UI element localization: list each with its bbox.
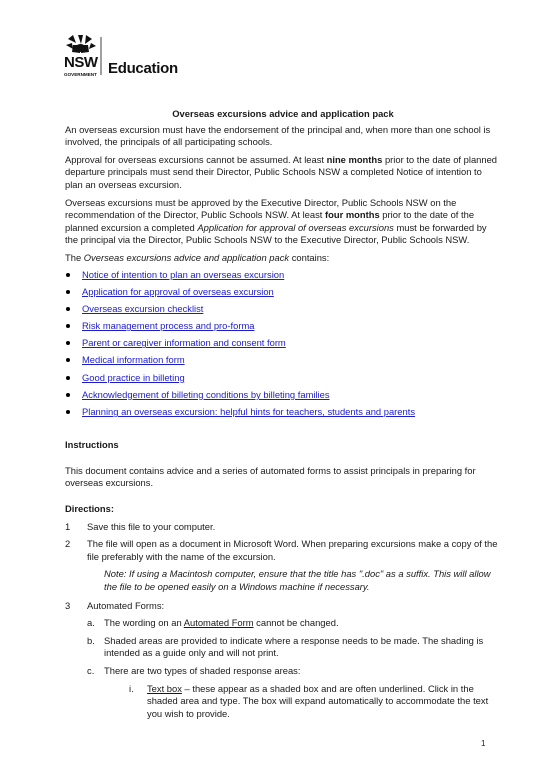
list-item xyxy=(65,389,501,406)
link-notice-of-intention[interactable]: Notice of intention to plan an overseas excursion xyxy=(82,268,285,280)
list-item xyxy=(65,337,501,354)
text-box-term: Text box xyxy=(147,682,182,694)
substep-b: b. Shaded areas are provided to indicate where a response needs to be made. The shading is intended as a guide only and will not print. xyxy=(87,634,484,659)
page-number: 1 xyxy=(481,739,486,748)
list-item xyxy=(65,286,501,303)
logo-org: NSW xyxy=(64,54,98,71)
list-item xyxy=(65,372,501,389)
step-2: 2 The file will open as a document in Microsoft Word. When preparing excursions make a copy of the file preferably with the name of the excursion. xyxy=(65,538,498,562)
list-item xyxy=(65,303,501,320)
step-3: 3 Automated Forms: xyxy=(65,599,165,611)
step-1: 1 Save this file to your computer. xyxy=(65,520,216,532)
pack-contents-intro: The Overseas excursions advice and application pack contains: xyxy=(65,251,330,263)
nsw-education-logo xyxy=(64,35,194,81)
document-body xyxy=(65,108,501,720)
link-application-for-approval[interactable]: Application for approval of overseas excursion xyxy=(82,285,274,297)
intro-paragraph: An overseas excursion must have the endorsement of the principal and, when more than one school is involved, the principals of all participating schools. xyxy=(65,123,491,148)
macintosh-note: Note: If using a Macintosh computer, ensure that the title has ".doc" as a suffix. This will allow the file to be opened easily on a Windows machine if necessary. xyxy=(104,568,491,592)
nine-months-bold: nine months xyxy=(326,153,383,165)
logo-sub: GOVERNMENT xyxy=(64,72,97,77)
approval-paragraph: Approval for overseas excursions cannot be assumed. At least nine months prior to the date of planned departure principals must send their Director, Public Schools NSW a completed Notice of intention to plan an overseas excursion. xyxy=(65,153,498,190)
link-planning-helpful-hints[interactable]: Planning an overseas excursion: helpful hints for teachers, students and parents xyxy=(82,406,416,418)
logo-dept: Education xyxy=(108,60,178,77)
link-billeting-acknowledgement[interactable]: Acknowledgement of billeting conditions by billeting families xyxy=(82,388,330,400)
list-item xyxy=(65,320,501,337)
instructions-paragraph: This document contains advice and a series of automated forms to assist principals in preparing for overseas excursions. xyxy=(65,464,476,489)
instructions-heading: Instructions xyxy=(65,439,119,451)
approval-detail-paragraph: Overseas excursions must be approved by the Executive Director, Public Schools NSW on the recommendation of the Director, Public Schools NSW. At least four months prior to the date of the planned excursion a completed Application for approval of overseas excursions must be forwarded by the principal via the Director, Public Schools NSW to the Executive Director, Public Schools NSW. xyxy=(65,196,487,246)
list-item xyxy=(65,354,501,371)
link-parent-consent-form[interactable]: Parent or caregiver information and consent form xyxy=(82,337,286,349)
link-excursion-checklist[interactable]: Overseas excursion checklist xyxy=(82,302,204,314)
contents-link-list xyxy=(65,269,501,424)
substep-c-i: i. Text box – these appear as a shaded box and are often underlined. Click in the shaded area and type. The box will expand automatically to accommodate the text you wish to provide. xyxy=(129,682,489,719)
link-medical-information-form[interactable]: Medical information form xyxy=(82,354,185,366)
list-item xyxy=(65,406,501,423)
list-item xyxy=(65,269,501,286)
document-title: Overseas excursions advice and application pack xyxy=(172,108,394,119)
substep-a: a. The wording on an Automated Form cannot be changed. xyxy=(87,617,339,629)
link-good-practice-billeting[interactable]: Good practice in billeting xyxy=(82,371,185,383)
automated-form-term: Automated Form xyxy=(183,617,254,629)
substep-c: c. There are two types of shaded response areas: xyxy=(87,664,301,676)
directions-heading: Directions: xyxy=(65,503,114,514)
link-risk-management[interactable]: Risk management process and pro-forma xyxy=(82,320,255,332)
four-months-bold: four months xyxy=(325,209,380,221)
